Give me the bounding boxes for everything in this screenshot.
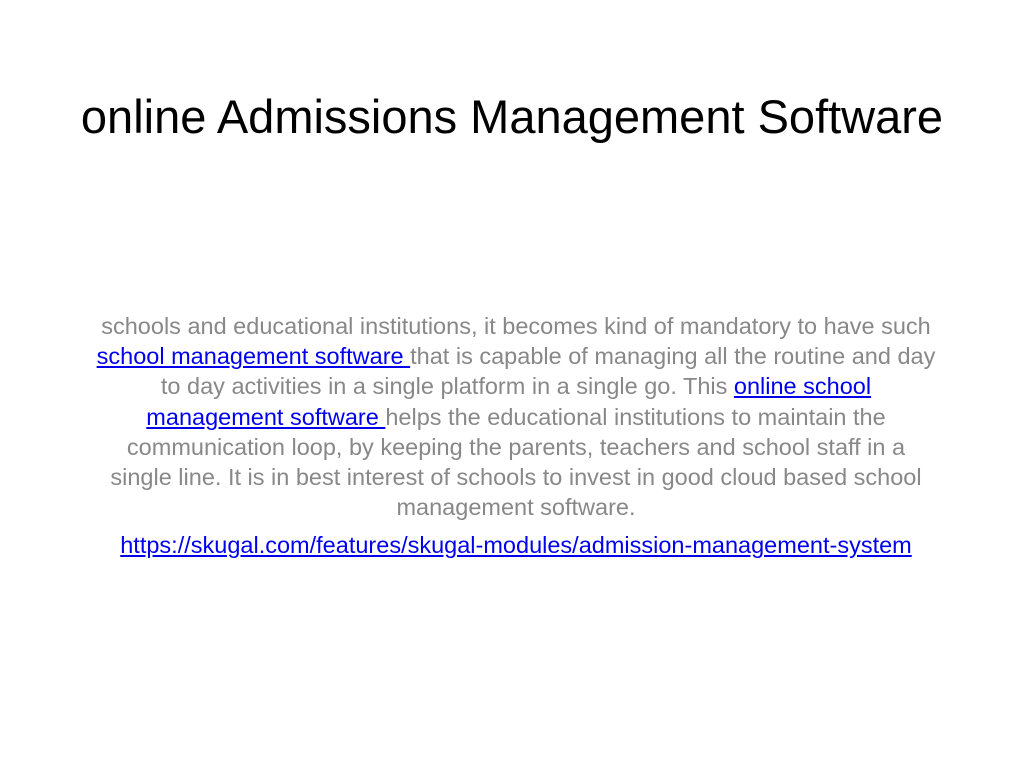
body-text-2: that is capable of managing all the routine and day to day activities in a single platform in a single go. This [160, 343, 936, 400]
admission-management-url-link[interactable]: https://skugal.com/features/skugal-modules/admission-management-system [120, 532, 912, 559]
body-paragraph [96, 311, 936, 522]
school-management-software-link[interactable]: school management software [96, 343, 411, 370]
slide-title: online Admissions Management Software [80, 90, 944, 143]
slide-body [96, 311, 936, 561]
body-text-1: schools and educational institutions, it becomes kind of mandatory to have such [101, 313, 931, 339]
url-paragraph [96, 530, 936, 560]
body-text-3: helps the educational institutions to maintain the communication loop, by keeping the parents, teachers and school staff in a single line. It is in best interest of schools to invest in good cloud based school management software. [110, 403, 922, 521]
online-school-management-software-link[interactable]: online school management software [146, 373, 872, 430]
